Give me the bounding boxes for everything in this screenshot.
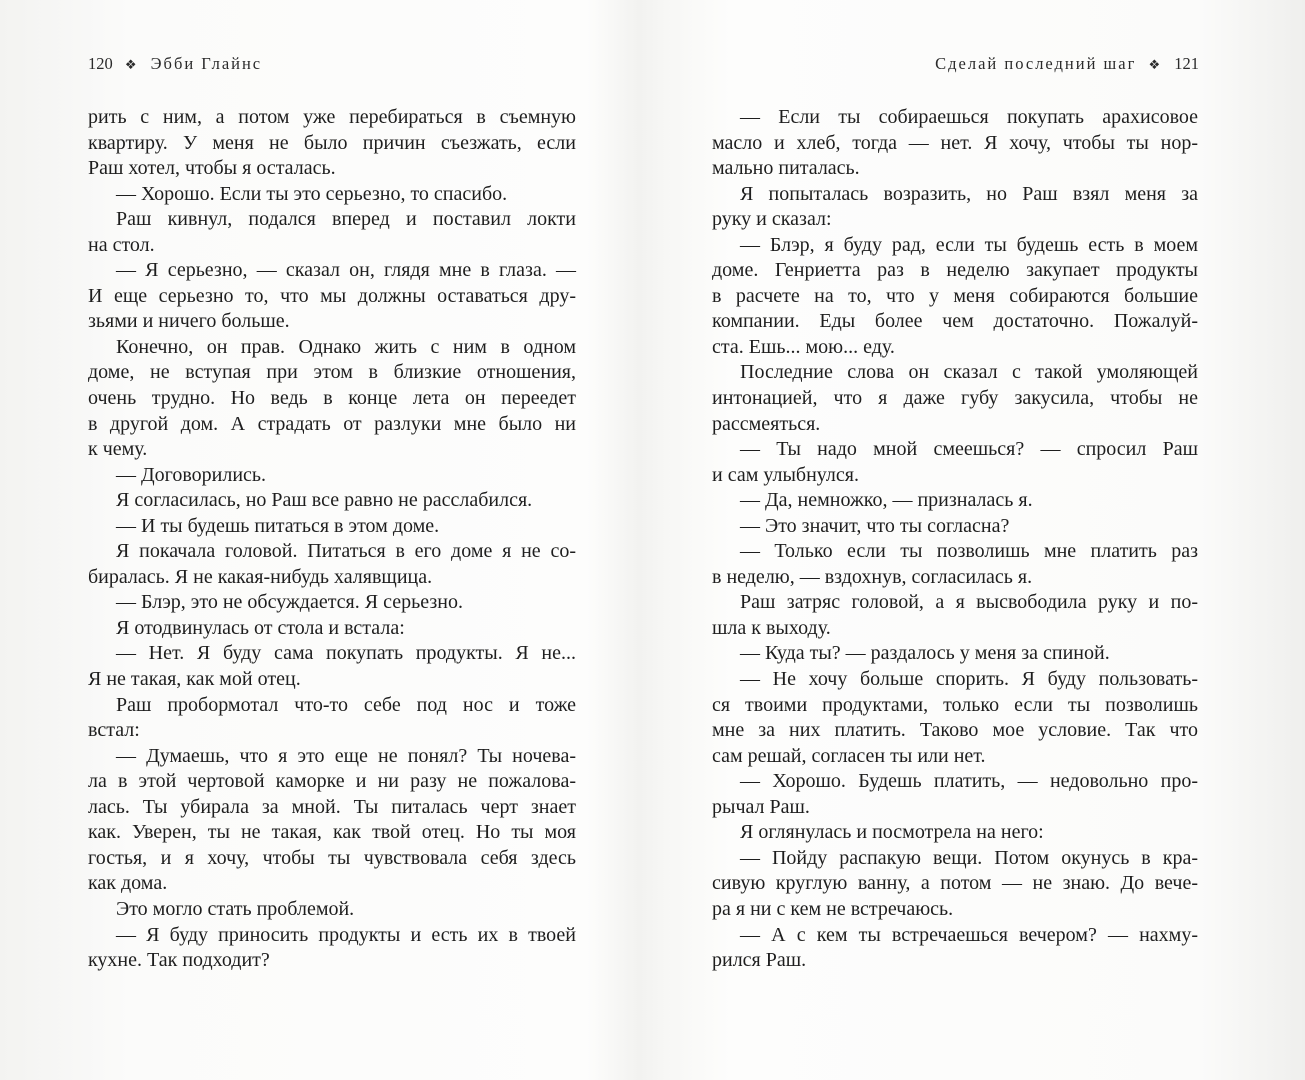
paragraph (712, 360, 1198, 437)
text-line: мне за них платить. Таково мое условие. Так что (712, 719, 1198, 742)
paragraph (88, 897, 576, 923)
text-line: Раш пробормотал что-то себе под нос и тоже (116, 693, 576, 716)
right-page-body (712, 105, 1198, 974)
text-line: к чему. (88, 438, 148, 461)
paragraph (712, 437, 1198, 488)
text-line: Я оглянулась и посмотрела на него: (740, 821, 1044, 844)
text-line: биралась. Я не какая-нибудь халявщица. (88, 565, 433, 588)
text-line: кухне. Так подходит? (88, 949, 270, 972)
ornament-icon: ❖ (124, 57, 139, 72)
text-line: ста. Ешь... мою... еду. (712, 335, 895, 358)
text-line: в неделю, — вздохнув, согласилась я. (712, 565, 1033, 588)
paragraph (88, 463, 576, 489)
text-line: в расчете на то, что у меня собираются большие (712, 284, 1198, 307)
text-line: рассмеяться. (712, 412, 821, 435)
text-line: шла к выходу. (712, 616, 831, 639)
paragraph (712, 182, 1198, 233)
running-head-right (935, 54, 1199, 74)
text-line: — Это значит, что ты согласна? (740, 514, 1010, 537)
text-line: рычал Раш. (712, 795, 810, 818)
text-line: Конечно, он прав. Однако жить с ним в одном (116, 335, 576, 358)
text-line: Я покачала головой. Питаться в его доме я не со- (116, 540, 576, 563)
text-line: Раш кивнул, подался вперед и поставил локти (116, 208, 576, 231)
paragraph (88, 182, 576, 208)
text-line: рить с ним, а потом уже перебираться в съемную (88, 106, 576, 128)
paragraph (712, 923, 1198, 974)
text-line: Раш затряс головой, а я высвободила руку и по- (740, 591, 1198, 614)
text-line: — Да, немножко, — призналась я. (740, 489, 1033, 512)
paragraph (88, 693, 576, 744)
text-line: — Хорошо. Если ты это серьезно, то спасибо. (116, 182, 508, 205)
paragraph (712, 105, 1198, 182)
text-line: руку и сказал: (712, 208, 832, 231)
text-line: — Если ты собираешься покупать арахисовое (740, 106, 1198, 128)
text-line: И еще серьезно то, что мы должны оставаться дру- (88, 284, 576, 307)
paragraph (88, 641, 576, 692)
text-line: на стол. (88, 233, 155, 256)
text-line: Раш хотел, чтобы я осталась. (88, 157, 336, 180)
page-number-right: 121 (1174, 54, 1199, 73)
paragraph (88, 488, 576, 514)
text-line: доме. Генриетта раз в неделю закупает продукты (712, 259, 1198, 282)
text-line: — Куда ты? — раздалось у меня за спиной. (740, 642, 1110, 665)
paragraph (88, 539, 576, 590)
text-line: как дома. (88, 872, 168, 895)
text-line: ся твоими продуктами, только если ты позволишь (712, 693, 1198, 716)
paragraph (712, 488, 1198, 514)
text-line: — И ты будешь питаться в этом доме. (116, 514, 440, 537)
paragraph (712, 667, 1198, 769)
paragraph (712, 233, 1198, 361)
text-line: интонацией, что я даже губу закусила, чтобы не (712, 387, 1198, 410)
paragraph (712, 846, 1198, 923)
text-line: квартиру. У меня не было причин съезжать, если (88, 131, 576, 154)
text-line: Это могло стать проблемой. (116, 897, 355, 920)
text-line: как. Уверен, ты не такая, как твой отец. Но ты моя (88, 821, 576, 844)
text-line: — Нет. Я буду сама покупать продукты. Я не... (116, 642, 576, 665)
text-line: в другой дом. А страдать от разлуки мне было ни (88, 412, 576, 435)
paragraph (712, 641, 1198, 667)
text-line: Я согласилась, но Раш все равно не расслабился. (116, 489, 533, 512)
text-line: — Пойду распакую вещи. Потом окунусь в кра- (740, 846, 1198, 869)
paragraph (712, 539, 1198, 590)
paragraph (88, 590, 576, 616)
paragraph (88, 105, 576, 182)
text-line: доме, не вступая при этом в близкие отношения, (88, 361, 576, 384)
paragraph (712, 590, 1198, 641)
paragraph (88, 207, 576, 258)
text-line: и сам улыбнулся. (712, 463, 859, 486)
text-line: Я не такая, как мой отец. (88, 668, 301, 691)
ornament-icon: ❖ (1148, 57, 1163, 72)
text-line: — Думаешь, что я это еще не понял? Ты ночева- (116, 744, 576, 767)
text-line: встал: (88, 719, 140, 742)
text-line: сивую круглую ванну, а потом — не знаю. До вече- (712, 872, 1198, 895)
text-line: рился Раш. (712, 949, 807, 972)
text-line: — Я буду приносить продукты и есть их в твоей (116, 923, 576, 946)
paragraph (88, 335, 576, 463)
text-line: — Договорились. (116, 463, 267, 486)
text-line: зьями и ничего больше. (88, 310, 290, 333)
paragraph (88, 923, 576, 974)
left-page-body (88, 105, 576, 974)
text-line: — Блэр, я буду рад, если ты будешь есть в моем (740, 233, 1198, 256)
text-line: компании. Еды более чем достаточно. Пожалуй- (712, 310, 1198, 333)
author-name: Эбби Глайнс (150, 54, 263, 73)
paragraph (88, 744, 576, 897)
text-line: — А с кем ты встречаешься вечером? — нахму- (740, 923, 1198, 946)
text-line: сам решай, согласен ты или нет. (712, 744, 986, 767)
paragraph (88, 514, 576, 540)
text-line: очень трудно. Но ведь в конце лета он переедет (88, 387, 576, 410)
text-line: Последние слова он сказал с такой умоляющей (740, 361, 1198, 384)
running-head-left (88, 54, 262, 74)
paragraph (712, 769, 1198, 820)
text-line: — Только если ты позволишь мне платить раз (740, 540, 1198, 563)
text-line: Я попыталась возразить, но Раш взял меня за (740, 182, 1198, 205)
text-line: ла в этой чертовой каморке и ни разу не пожалова- (88, 770, 576, 793)
text-line: лась. Ты убирала за мной. Ты питалась черт знает (88, 795, 576, 818)
paragraph (712, 514, 1198, 540)
text-line: — Блэр, это не обсуждается. Я серьезно. (116, 591, 463, 614)
text-line: — Ты надо мной смеешься? — спросил Раш (740, 438, 1198, 461)
text-line: масло и хлеб, тогда — нет. Я хочу, чтобы ты нор- (712, 131, 1198, 154)
page-number-left: 120 (88, 54, 113, 73)
text-line: Я отодвинулась от стола и встала: (116, 616, 405, 639)
text-line: мально питалась. (712, 157, 860, 180)
text-line: — Хорошо. Будешь платить, — недовольно про- (740, 770, 1198, 793)
paragraph (712, 820, 1198, 846)
text-line: — Не хочу больше спорить. Я буду пользовать- (740, 668, 1198, 691)
paragraph (88, 258, 576, 335)
paragraph (88, 616, 576, 642)
text-line: гостья, и я хочу, чтобы ты чувствовала себя здесь (88, 846, 576, 869)
text-line: — Я серьезно, — сказал он, глядя мне в глаза. — (116, 259, 576, 282)
book-title: Сделай последний шаг (935, 54, 1137, 73)
text-line: ра я ни с кем не встречаюсь. (712, 897, 954, 920)
